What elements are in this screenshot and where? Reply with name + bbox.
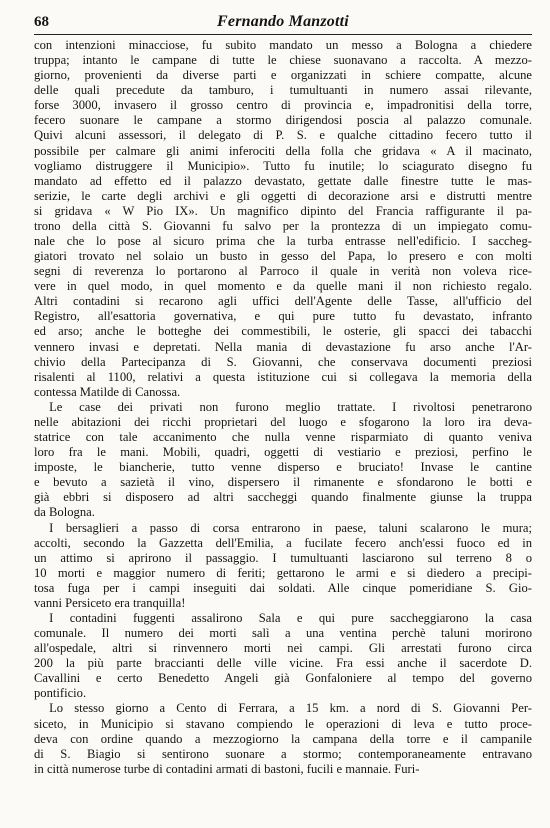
- text-line: da Bologna.: [34, 505, 95, 520]
- text-line: tosa fuga per i campi inseguiti dai soldati. Alle cinque pomeridiane S. Gio-: [34, 580, 532, 595]
- text-line: delle quali precedute da tamburo, i tumultuanti in numero assai rilevante,: [34, 83, 532, 98]
- text-line: Registro, all'esattoria governativa, e qui pure tutto fu devastato, infranto: [34, 309, 532, 324]
- text-line: e bevuto a sazietà il vino, dispersero il rimanente e sfondarono le botti e: [34, 475, 532, 490]
- text-line: comunale. Il numero dei morti salì a una ventina perchè taluni morirono: [34, 626, 532, 641]
- text-line: 200 la più parte braccianti delle ville vicine. Fra essi anche il sacerdote D.: [34, 656, 532, 671]
- text-line: imposte, le biancherie, tutto venne disperso e bruciato! Invase le cantine: [34, 460, 532, 475]
- text-line: Cavallini e certo Benedetto Angeli già Gonfaloniere al tempo del governo: [34, 671, 532, 686]
- text-line: truppa; intanto le campane di tutte le chiese suonavano a raccolta. A mezzo-: [34, 53, 532, 68]
- text-line: vanni Persiceto era tranquilla!: [34, 595, 186, 610]
- paragraph: [34, 38, 532, 400]
- text-line: in città numerose turbe di contadini armati di bastoni, fucili e mannaie. Furi-: [34, 761, 420, 776]
- text-line: nelle abitazioni dei ricchi proprietari del luogo e sfogarono la loro ira deva-: [34, 414, 532, 429]
- paragraph: [34, 400, 532, 521]
- page-header: [34, 12, 532, 35]
- text-line: vogliamo distruggere il Municipio». Tutto fu inutile; lo sciagurato disegno fu: [34, 158, 532, 173]
- text-line: vennero invasi e depretati. Nella mania di devastazione fu arso anche l'Ar-: [34, 339, 532, 354]
- text-line: pontificio.: [34, 686, 87, 701]
- text-line: Quivi alcuni assessori, il delegato di P. S. e qualche cittadino fecero tutto il: [34, 128, 532, 143]
- body-text: [34, 38, 532, 777]
- text-line: loro fra le mani. Mobili, quadri, oggetti di vestiario e preziosi, perfino le: [34, 445, 532, 460]
- text-line: già ebbri si disposero ad altri saccheggi quando finalmente giunse la truppa: [34, 490, 532, 505]
- text-line: serizie, le carte degli archivi e gli oggetti di decorazione arsi e distrutti mentre: [34, 188, 532, 203]
- text-line: Lo stesso giorno a Cento di Ferrara, a 15 km. a nord di S. Giovanni Per-: [49, 701, 532, 716]
- text-line: Altri contadini si recarono agli uffici dell'Agente delle Tasse, all'ufficio del: [34, 294, 532, 309]
- text-line: di S. Biagio si sentirono suonare a stormo; contemporaneamente entravano: [34, 746, 532, 761]
- text-line: si gridava « W Pio IX». Un magnifico dipinto del Francia raffigurante il pa-: [34, 203, 532, 218]
- text-line: deva con ordine quando a mezzogiorno la campana della torre e il campanile: [34, 731, 532, 746]
- text-line: trono della città S. Giovanni fu salvo per la prontezza di un impiegato comu-: [34, 218, 532, 233]
- text-line: giatori trovato nel solaio un busto in gesso del Papa, lo presero e con molti: [34, 249, 532, 264]
- text-line: con intenzioni minacciose, fu subito mandato un messo a Bologna a chiedere: [34, 38, 532, 52]
- paragraph: [34, 701, 532, 776]
- text-line: vere in quel modo, in quel momento e da quelle mani il non richiesto regalo.: [34, 279, 532, 294]
- text-line: siceto, in Municipio si stavano compiendo le operazioni di leva e tutto proce-: [34, 716, 532, 731]
- text-line: nale che lo pose al sicuro prima che la turba entrasse nell'edificio. I saccheg-: [34, 234, 532, 249]
- text-line: ed arso; anche le botteghe dei commestibili, le osterie, gli spacci dei tabacchi: [34, 324, 532, 339]
- text-line: statrice con tale accanimento che nulla venne risparmiato di quanto veniva: [34, 430, 532, 445]
- text-line: chivio della Partecipanza di S. Giovanni, che conservava documenti preziosi: [34, 354, 532, 369]
- text-line: risalenti al 1100, relativi a questa istituzione cui si collegava la memoria della: [34, 369, 532, 384]
- text-line: giorno, provenienti da diverse parti e organizzati in schiere compatte, alcune: [34, 68, 532, 83]
- text-line: accolti, secondo la Gazzetta dell'Emilia, a fucilate fecero anch'essi fuoco ed in: [34, 535, 532, 550]
- text-line: possibile per calmare gli animi inferociti della folla che gridava « A il macinato,: [34, 143, 532, 158]
- text-line: I bersaglieri a passo di corsa entrarono in paese, taluni scalarono le mura;: [49, 520, 532, 535]
- text-line: contessa Matilde di Canossa.: [34, 384, 181, 399]
- text-line: mandato ad effetto ed il palazzo devastato, gettate dalle finestre tutte le mas-: [34, 173, 532, 188]
- paragraph: [34, 611, 532, 701]
- text-line: fecero suonare le campane a stormo dirigendosi poscia al palazzo comunale.: [34, 113, 532, 128]
- text-line: I contadini fuggenti assalirono Sala e qui pure saccheggiarono la casa: [49, 610, 532, 625]
- text-line: all'ospedale, altri si rinvennero morti nei campi. Gli arrestati furono circa: [34, 641, 532, 656]
- text-line: forse 3000, invasero il grosso centro di provincia e, impadronitisi della torre,: [34, 98, 532, 113]
- text-line: 10 morti e maggior numero di feriti; gettarono le armi e si diedero a precipi-: [34, 565, 532, 580]
- running-head: Fernando Manzotti: [217, 13, 349, 30]
- text-line: un attimo si aprirono il passaggio. I tumultuanti lasciarono sul terreno 8 o: [34, 550, 532, 565]
- paragraph: [34, 521, 532, 611]
- text-line: segni di reverenza lo portarono al Parroco il quale in verità non voleva rice-: [34, 264, 532, 279]
- page-number: 68: [34, 14, 49, 30]
- text-line: Le case dei privati non furono meglio trattate. I rivoltosi penetrarono: [49, 399, 532, 414]
